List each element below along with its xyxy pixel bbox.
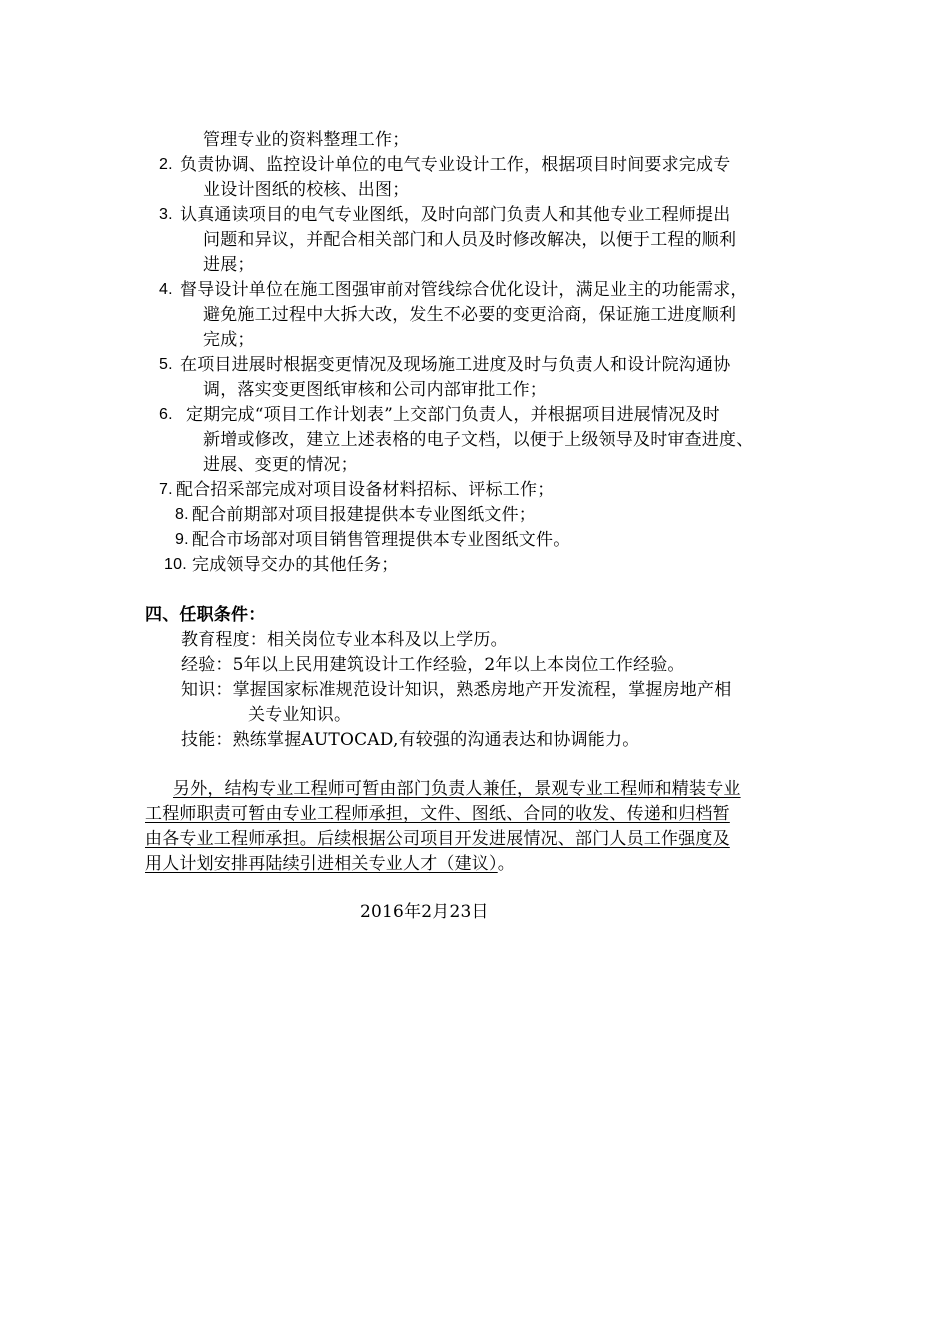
duty-4-line-3: 完成； [203, 330, 255, 350]
note-line-2: 工程师职责可暂由专业工程师承担，文件、图纸、合同的收发、传递和归档暂 [145, 804, 730, 824]
duty-5-number: 5. [159, 356, 173, 373]
duty-6-number: 6. [159, 406, 173, 423]
duty-3-line-1: 认真通读项目的电气专业图纸，及时向部门负责人和其他专业工程师提出 [180, 205, 731, 225]
duty-7-line-1: 配合招采部完成对项目设备材料招标、评标工作； [176, 480, 555, 500]
duty-8-number: 8. [175, 506, 189, 523]
duty-7-number: 7. [159, 481, 173, 498]
duty-6-line-1: 定期完成“项目工作计划表”上交部门负责人，并根据项目进展情况及时 [186, 405, 720, 425]
duty-6-line-3: 进展、变更的情况； [203, 455, 358, 475]
note-line-1: 另外，结构专业工程师可暂由部门负责人兼任，景观专业工程师和精装专业 [173, 779, 741, 799]
duty-3-line-2: 问题和异议，并配合相关部门和人员及时修改解决，以便于工程的顺利 [203, 230, 737, 250]
requirement-knowledge-line-2: 关专业知识。 [248, 705, 352, 725]
duty-6-line-2: 新增或修改，建立上述表格的电子文档，以便于上级领导及时审查进度、 [203, 430, 754, 450]
requirement-experience: 经验：5年以上民用建筑设计工作经验，2年以上本岗位工作经验。 [181, 655, 685, 675]
requirement-skills: 技能：熟练掌握AUTOCAD,有较强的沟通表达和协调能力。 [181, 730, 640, 750]
duty-10-number: 10. [164, 556, 187, 573]
note-line-4: 用人计划安排再陆续引进相关专业人才（建议）。 [145, 854, 515, 874]
requirement-knowledge-line-1: 知识：掌握国家标准规范设计知识，熟悉房地产开发流程，掌握房地产相 [181, 680, 732, 700]
duty-4-number: 4. [159, 281, 173, 298]
duty-4-line-2: 避免施工过程中大拆大改，发生不必要的变更洽商，保证施工进度顺利 [203, 305, 737, 325]
duty-5-line-1: 在项目进展时根据变更情况及现场施工进度及时与负责人和设计院沟通协 [180, 355, 731, 375]
duty-2-number: 2. [159, 156, 173, 173]
section-heading: 四、任职条件： [145, 605, 266, 625]
duty-3-number: 3. [159, 206, 173, 223]
duty-5-line-2: 调，落实变更图纸审核和公司内部审批工作； [203, 380, 547, 400]
duty-4-line-1: 督导设计单位在施工图强审前对管线综合优化设计，满足业主的功能需求， [180, 280, 748, 300]
document-date: 2016年2月23日 [360, 902, 489, 922]
note-line-3: 由各专业工程师承担。后续根据公司项目开发进展情况、部门人员工作强度及 [145, 829, 730, 849]
duty-3-line-3: 进展； [203, 255, 255, 275]
duty-2-line-1: 负责协调、监控设计单位的电气专业设计工作，根据项目时间要求完成专 [180, 155, 731, 175]
duty-2-line-2: 业设计图纸的校核、出图； [203, 180, 410, 200]
requirement-education: 教育程度：相关岗位专业本科及以上学历。 [181, 630, 508, 650]
duty-9-line-1: 配合市场部对项目销售管理提供本专业图纸文件。 [192, 530, 571, 550]
duty-9-number: 9. [175, 531, 189, 548]
duty-8-line-1: 配合前期部对项目报建提供本专业图纸文件； [192, 505, 536, 525]
duty-10-line-1: 完成领导交办的其他任务； [192, 555, 399, 575]
duty-1-line-2: 管理专业的资料整理工作； [203, 130, 410, 150]
